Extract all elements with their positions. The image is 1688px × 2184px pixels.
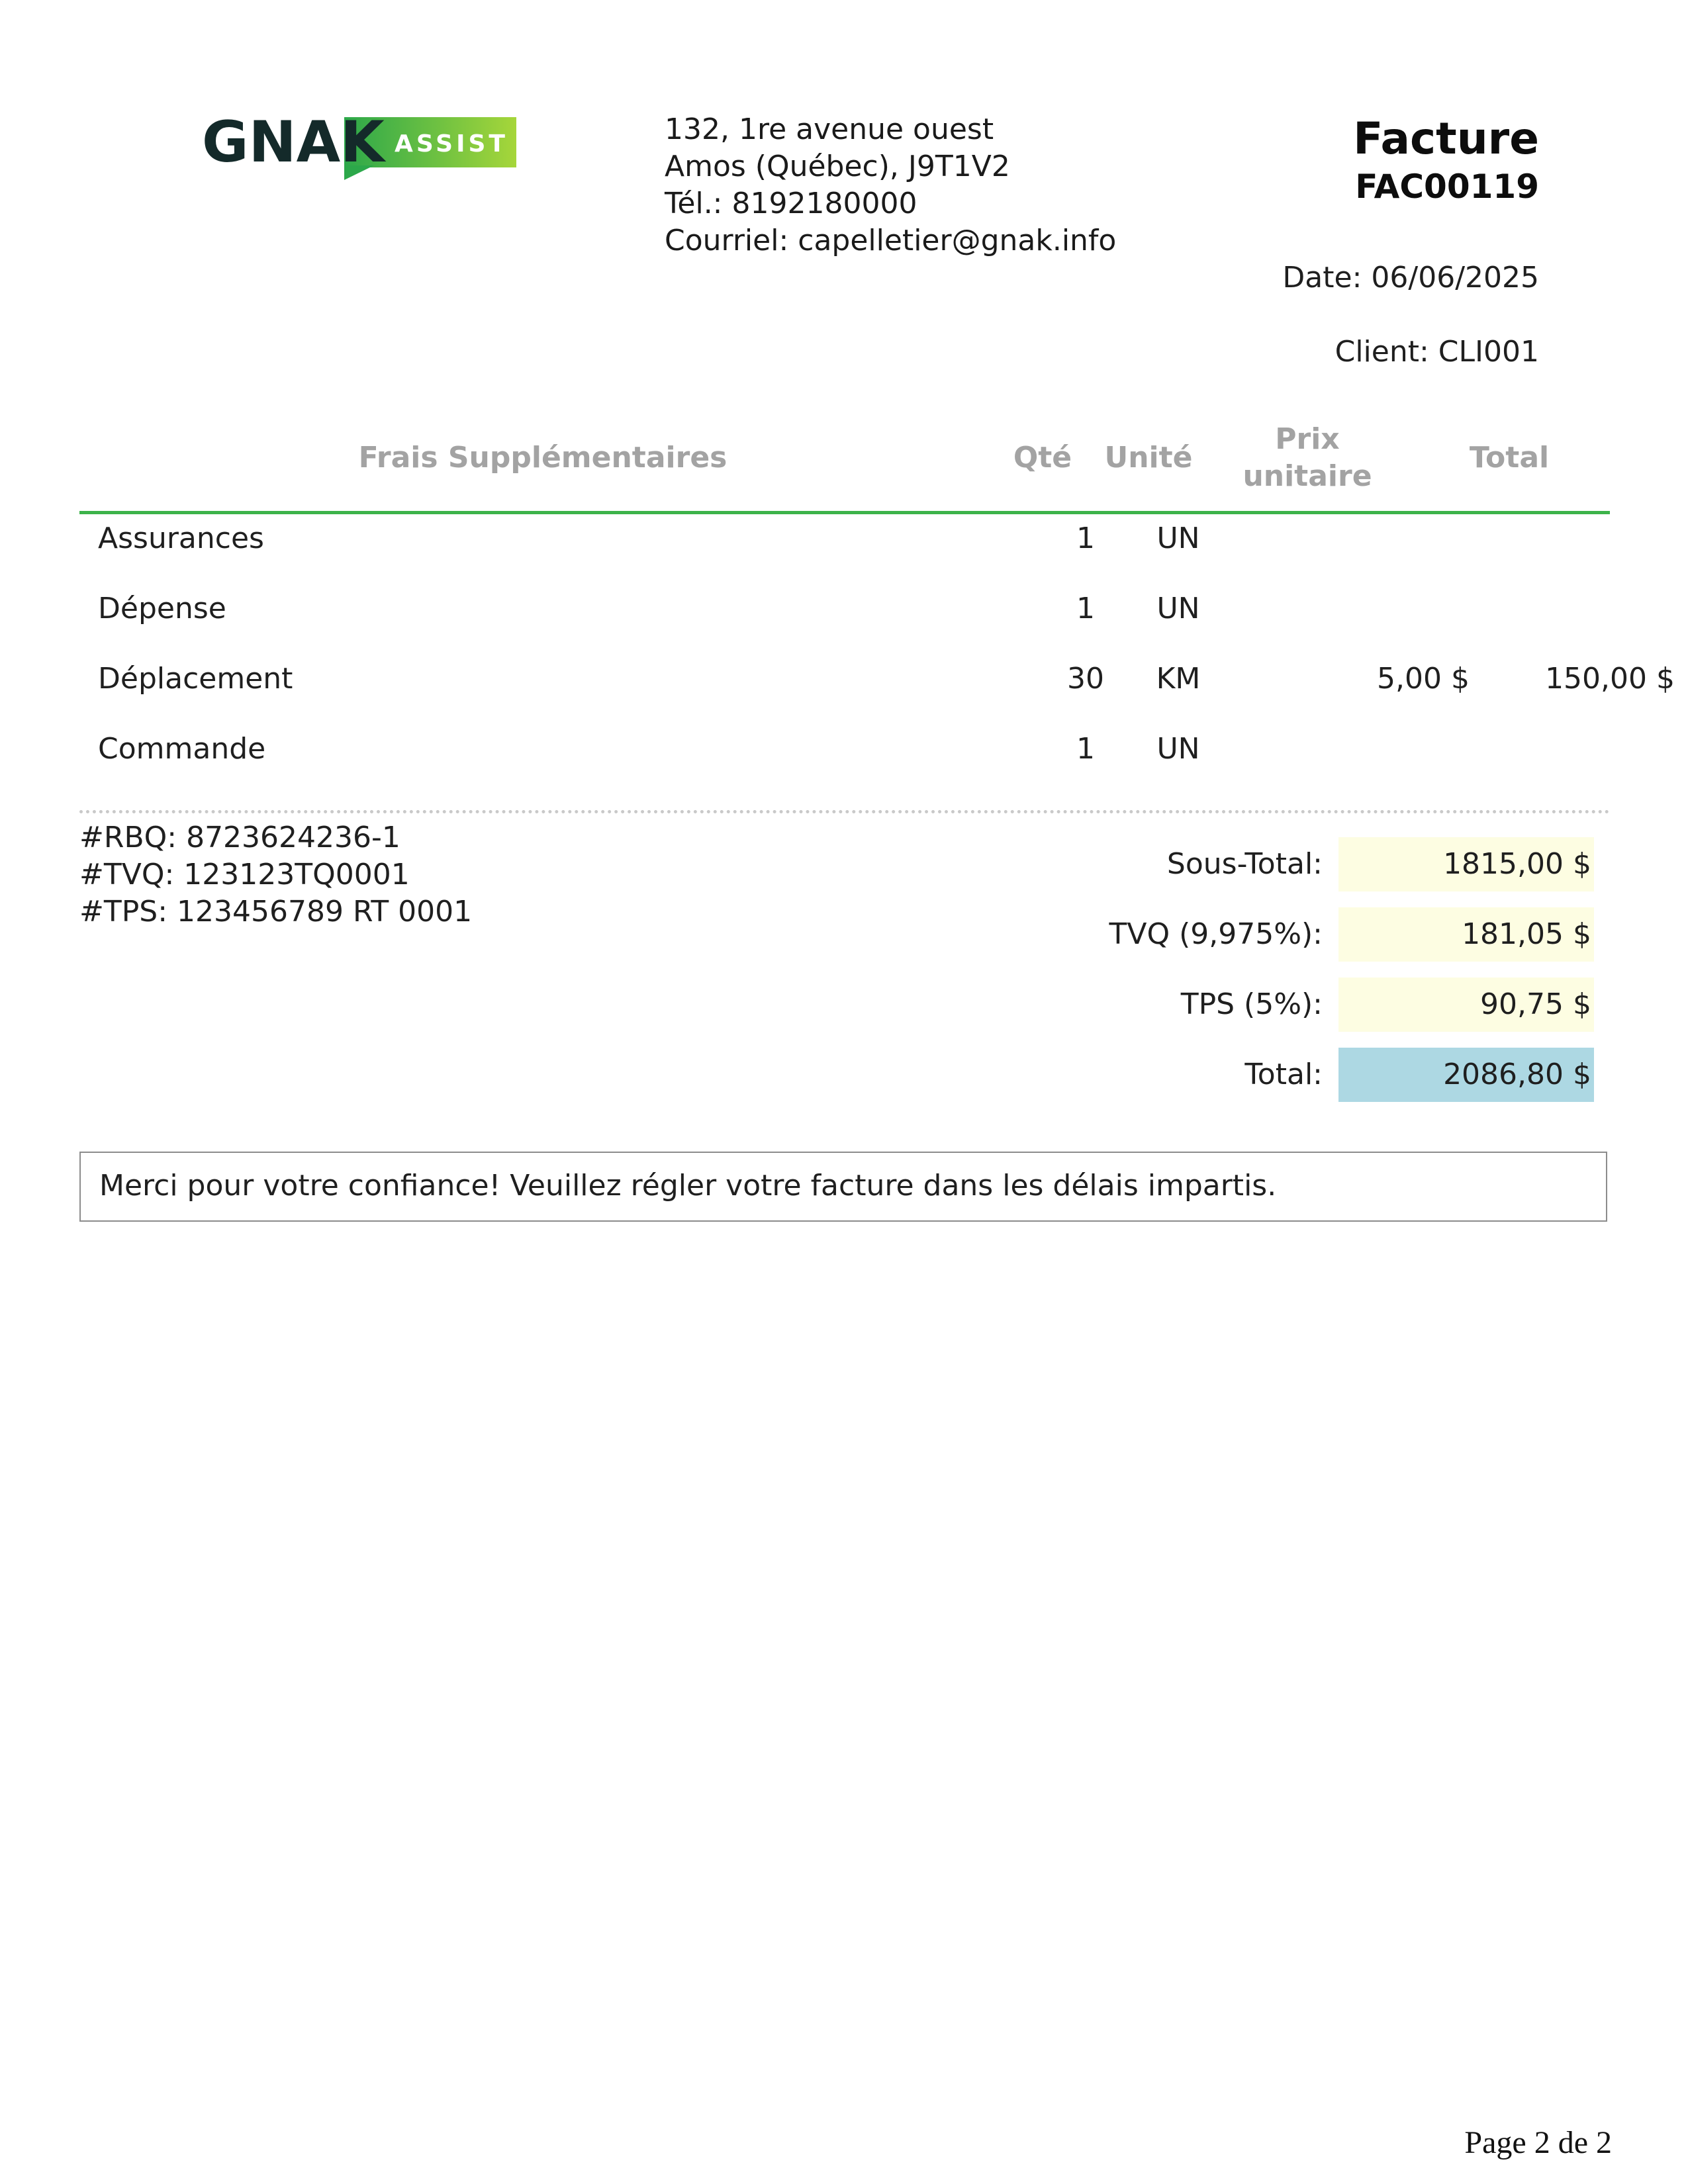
tps-value: 90,75 $ [1480, 987, 1591, 1021]
row-total: 150,00 $ [1545, 662, 1675, 696]
table-row [79, 514, 1610, 584]
row-unit: UN [1156, 592, 1200, 625]
invoice-date: Date: 06/06/2025 [1282, 261, 1539, 295]
column-header-unit: Unité [1104, 441, 1193, 475]
company-email: Courriel: capelletier@gnak.info [665, 224, 1117, 257]
row-qty: 1 [1076, 732, 1095, 766]
row-unit: UN [1156, 732, 1200, 766]
column-header-unit-price-line-1: Prix [1275, 422, 1340, 456]
tvq-value: 181,05 $ [1462, 917, 1591, 951]
table-row [79, 584, 1610, 654]
company-logo [202, 114, 520, 180]
row-qty: 1 [1076, 522, 1095, 555]
table-row [79, 654, 1675, 724]
thank-you-message: Merci pour votre confiance! Veuillez régler votre facture dans les délais impartis. [99, 1169, 1277, 1203]
row-qty: 30 [1067, 662, 1104, 696]
registration-numbers [79, 819, 472, 931]
row-unit: KM [1156, 662, 1201, 696]
column-header-description: Frais Supplémentaires [358, 441, 727, 475]
column-header-total: Total [1469, 441, 1550, 475]
subtotal-label: Sous-Total: [1166, 847, 1323, 881]
company-address-line-2: Amos (Québec), J9T1V2 [665, 150, 1010, 183]
row-description: Déplacement [98, 662, 293, 696]
company-address-line-1: 132, 1re avenue ouest [665, 113, 994, 146]
invoice-number: FAC00119 [1355, 167, 1539, 206]
grand-total-value: 2086,80 $ [1443, 1058, 1591, 1091]
tps-number: #TPS: 123456789 RT 0001 [79, 895, 473, 929]
tvq-label: TVQ (9,975%): [1109, 917, 1323, 951]
grand-total-box [1338, 1048, 1594, 1102]
company-address-block [665, 111, 1116, 259]
thank-you-message-box [79, 1152, 1607, 1222]
row-qty: 1 [1076, 592, 1095, 625]
invoice-title: Facture [1353, 113, 1539, 164]
logo-badge-text: ASSIST [395, 130, 508, 158]
logo-wordmark: GNAK [202, 114, 385, 175]
page-number: Page 2 de 2 [1464, 2125, 1612, 2160]
company-phone: Tél.: 8192180000 [665, 187, 917, 220]
grand-total-label: Total: [1244, 1058, 1323, 1091]
table-row [79, 724, 1610, 794]
tps-box [1338, 978, 1594, 1032]
invoice-client: Client: CLI001 [1335, 335, 1539, 369]
table-footer-divider [79, 810, 1610, 813]
row-description: Assurances [98, 522, 264, 555]
subtotal-box [1338, 837, 1594, 891]
row-unit-price: 5,00 $ [1377, 662, 1470, 696]
tvq-number: #TVQ: 123123TQ0001 [79, 858, 410, 891]
row-description: Commande [98, 732, 266, 766]
row-unit: UN [1156, 522, 1200, 555]
column-header-unit-price [1218, 421, 1397, 495]
tvq-box [1338, 907, 1594, 962]
column-header-unit-price-line-2: unitaire [1243, 459, 1372, 493]
subtotal-value: 1815,00 $ [1443, 847, 1591, 881]
tps-label: TPS (5%): [1180, 987, 1323, 1021]
column-header-qty: Qté [1013, 441, 1072, 475]
rbq-number: #RBQ: 8723624236-1 [79, 821, 400, 854]
row-description: Dépense [98, 592, 226, 625]
